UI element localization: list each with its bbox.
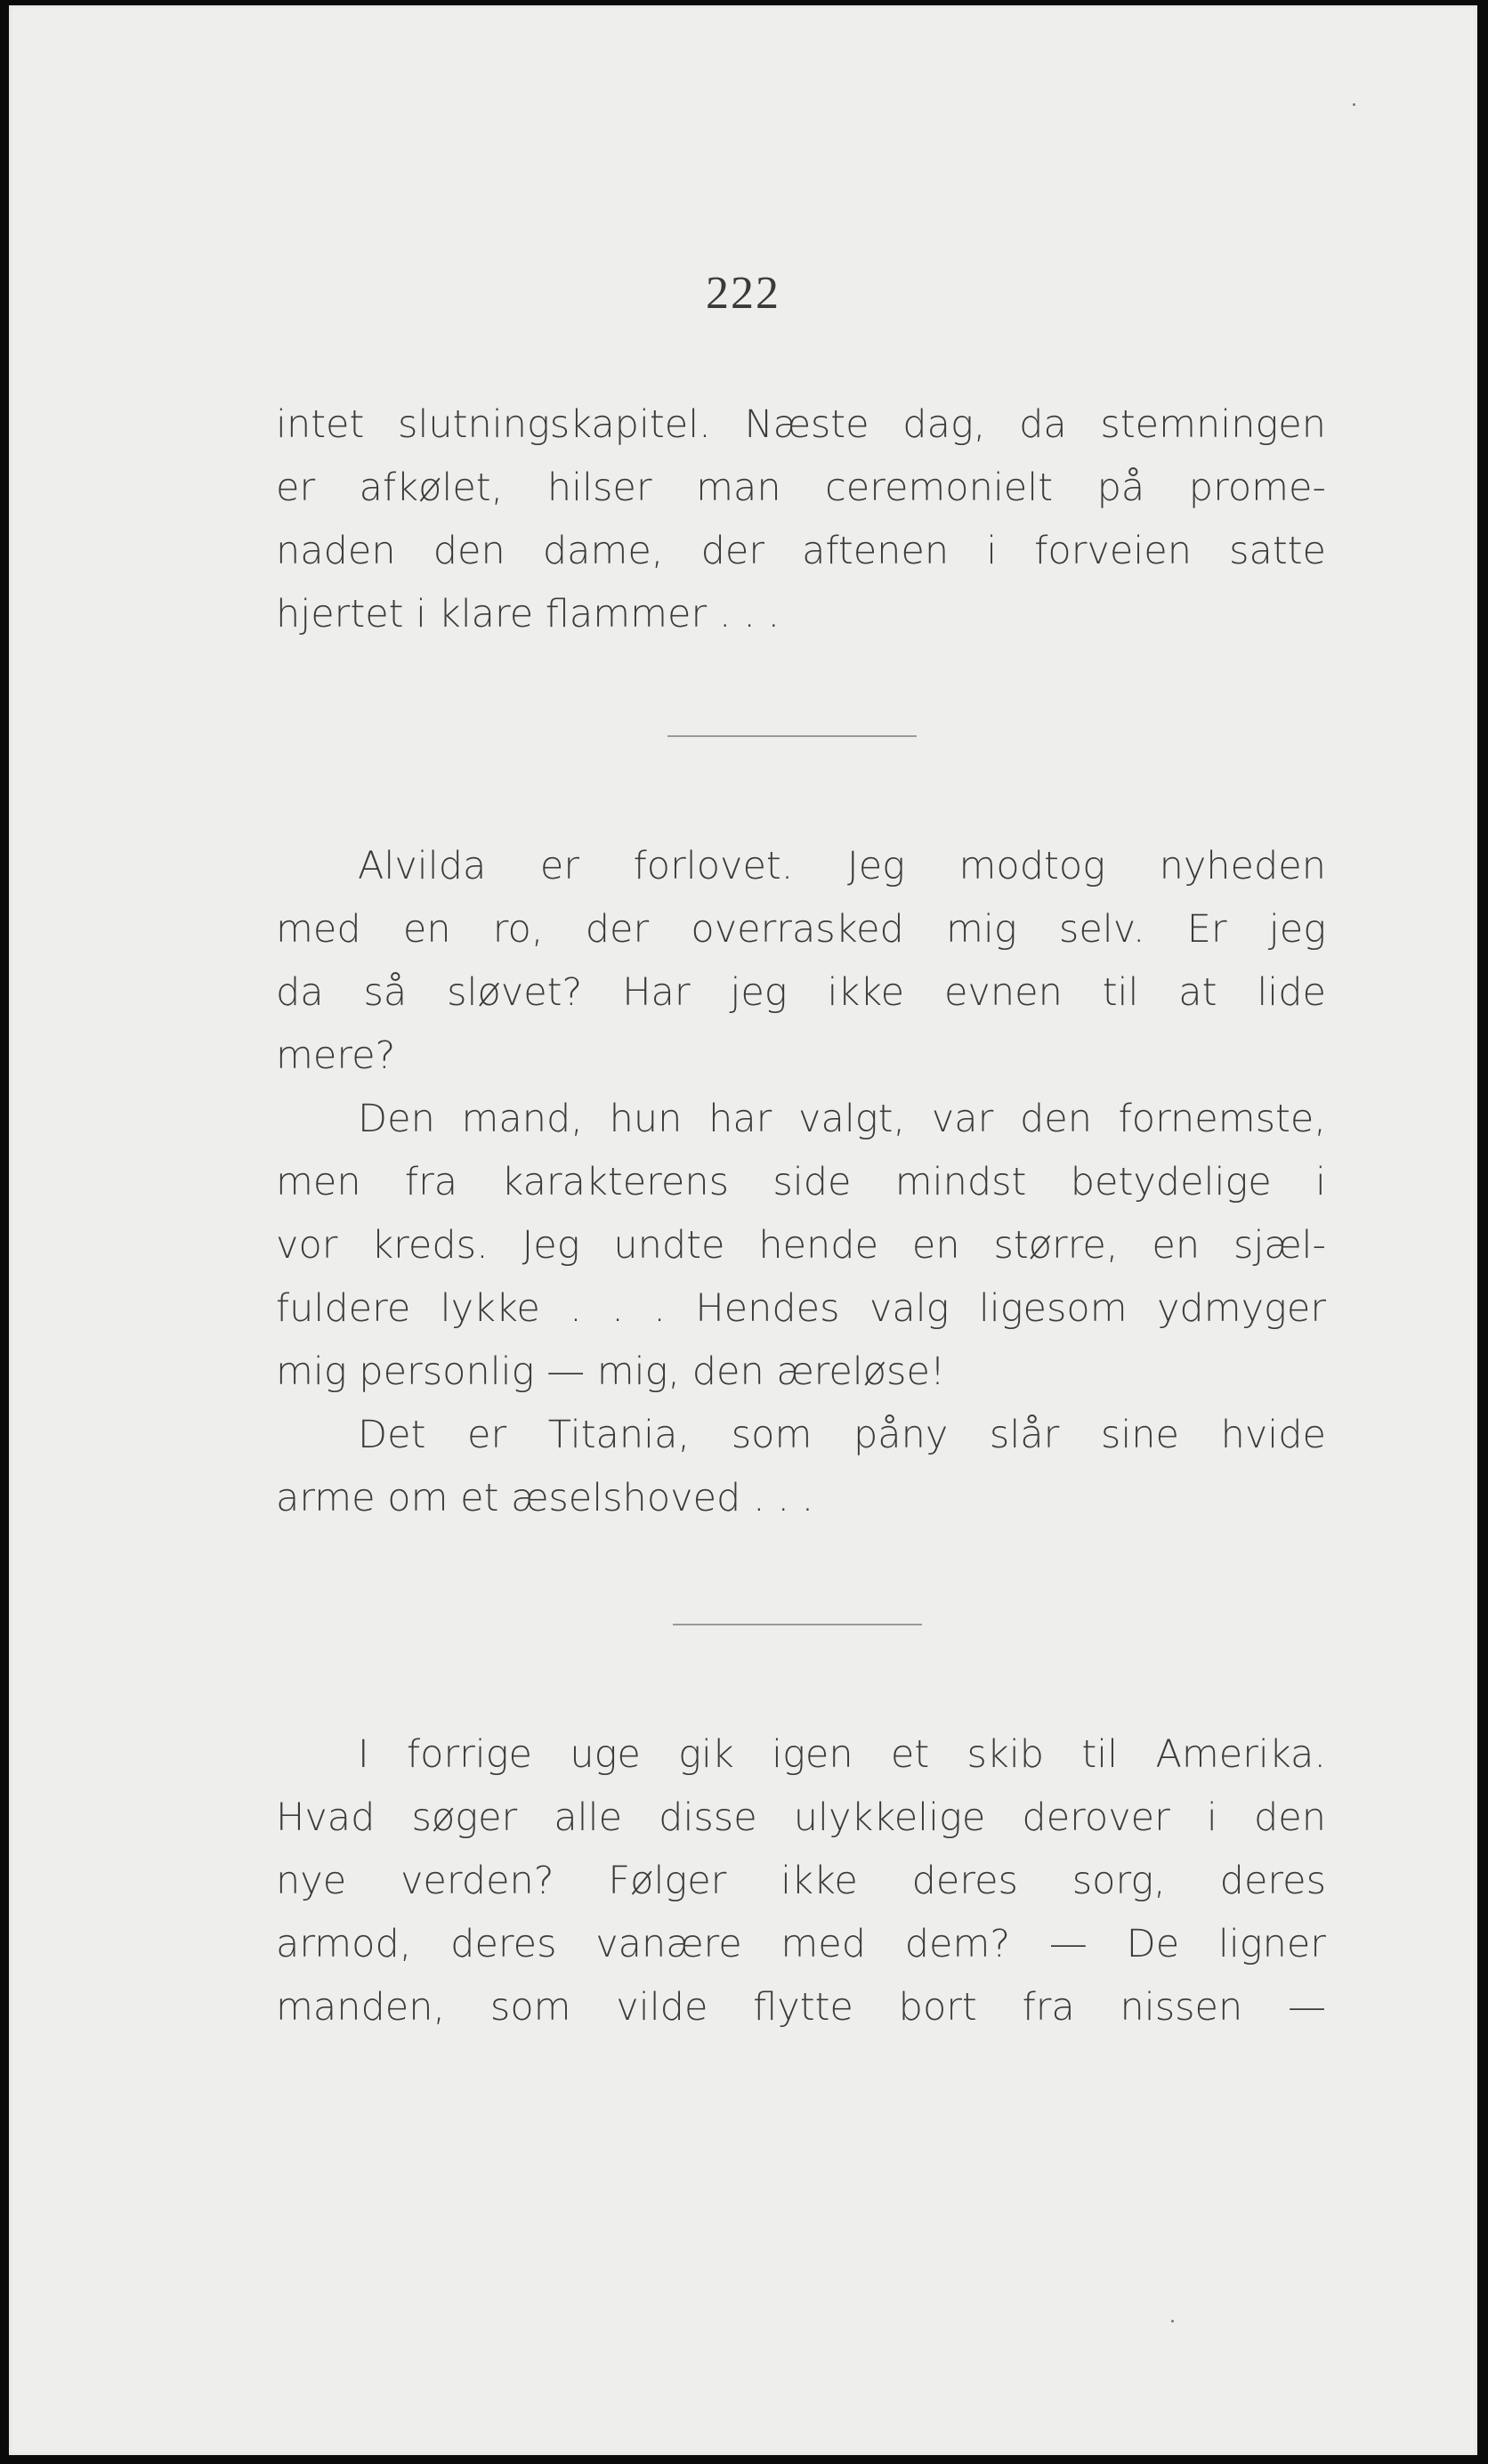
text-line: er afkølet, hilser man ceremonielt på prome- <box>276 466 1326 510</box>
text-line: Hvad søger alle disse ulykkelige derover i den <box>276 1795 1326 1840</box>
text-line: vor kreds. Jeg undte hende en større, en sjæl- <box>276 1223 1326 1268</box>
text-line: mig personlig — mig, den æreløse! <box>276 1350 946 1394</box>
text-line: intet slutningskapitel. Næste dag, da stemningen <box>276 402 1326 447</box>
section-divider <box>673 1624 922 1625</box>
text-line: hjertet i klare flammer . . . <box>276 592 780 636</box>
book-page <box>9 5 1477 2455</box>
text-line: Den mand, hun har valgt, var den fornemste, <box>358 1097 1326 1141</box>
text-line: naden den dame, der aftenen i forveien satte <box>276 529 1326 573</box>
paper-speck <box>1353 103 1355 106</box>
text-line: med en ro, der overrasked mig selv. Er jeg <box>276 907 1326 952</box>
text-line: arme om et æselshoved . . . <box>276 1476 814 1520</box>
paper-speck <box>1171 2320 1174 2322</box>
text-line: men fra karakterens side mindst betydelige i <box>276 1160 1326 1204</box>
section-2-paragraphs <box>276 835 1326 1530</box>
text-line: nye verden? Følger ikke deres sorg, deres <box>276 1859 1326 1903</box>
text-line: armod, deres vanære med dem? — De ligner <box>276 1922 1326 1966</box>
section-3-paragraph <box>276 1723 1326 2039</box>
text-line: Det er Titania, som påny slår sine hvide <box>358 1413 1326 1457</box>
text-line: mere? <box>276 1033 396 1078</box>
text-line: manden, som vilde flytte bort fra nissen — <box>276 1985 1326 2030</box>
text-line: I forrige uge gik igen et skib til Amerika. <box>358 1732 1326 1777</box>
text-line: da så sløvet? Har jeg ikke evnen til at lide <box>276 970 1326 1015</box>
section-divider <box>667 735 917 737</box>
text-line: fuldere lykke . . . Hendes valg ligesom ydmyger <box>276 1286 1326 1331</box>
text-line: Alvilda er forlovet. Jeg modtog nyheden <box>358 844 1326 888</box>
section-1-paragraph <box>276 393 1326 646</box>
page-number: 222 <box>706 268 780 319</box>
